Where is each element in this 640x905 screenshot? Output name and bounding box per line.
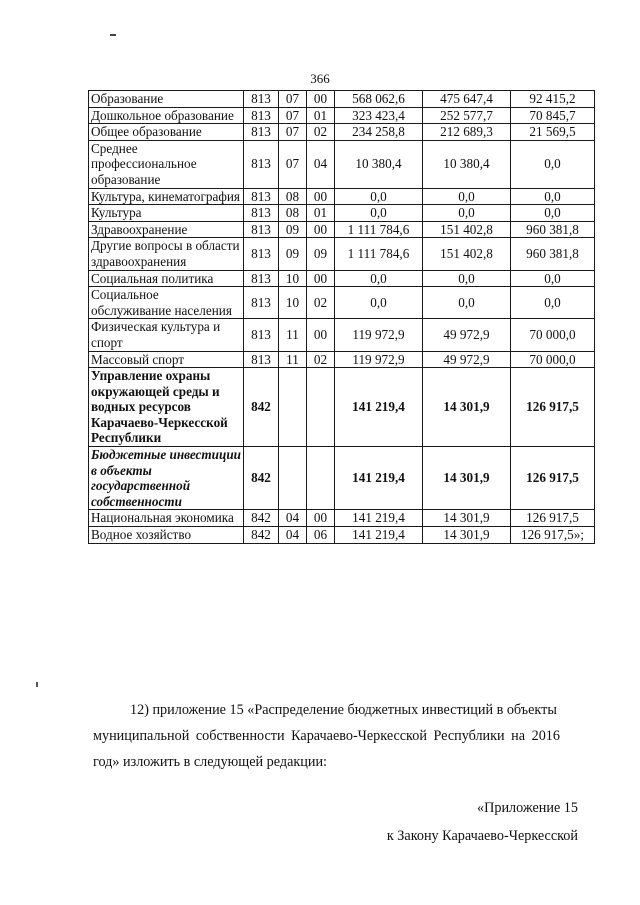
table-row [89,238,595,270]
row-amount-3-cell: 126 917,5»; [511,527,595,544]
row-amount-total-cell: 0,0 [335,188,423,205]
table-row [89,205,595,222]
row-amount-3-cell: 70 845,7 [511,107,595,124]
row-amount-2-cell: 49 972,9 [423,319,511,351]
row-amount-2-cell: 252 577,7 [423,107,511,124]
row-code-cell: 813 [244,124,279,141]
row-section-cell: 11 [279,351,307,368]
scan-dot [36,682,38,687]
row-code-cell: 813 [244,351,279,368]
row-amount-total-cell: 141 219,4 [335,510,423,527]
row-code-cell: 842 [244,447,279,510]
row-name-cell: Бюджетные инвестиции в объекты государственной собственности [89,447,244,510]
table-row [89,287,595,319]
row-name-cell: Другие вопросы в области здравоохранения [89,238,244,270]
row-subsection-cell: 01 [307,205,335,222]
row-section-cell: 04 [279,527,307,544]
table-body [89,91,595,544]
row-subsection-cell: 02 [307,287,335,319]
row-amount-total-cell: 234 258,8 [335,124,423,141]
row-section-cell: 07 [279,140,307,188]
table-row [89,91,595,108]
table-row [89,319,595,351]
row-amount-2-cell: 49 972,9 [423,351,511,368]
row-code-cell: 813 [244,270,279,287]
row-section-cell: 11 [279,319,307,351]
row-amount-3-cell: 0,0 [511,287,595,319]
row-amount-3-cell: 21 569,5 [511,124,595,141]
row-amount-total-cell: 119 972,9 [335,319,423,351]
row-amount-total-cell: 0,0 [335,270,423,287]
row-amount-2-cell: 0,0 [423,205,511,222]
row-subsection-cell: 09 [307,238,335,270]
row-subsection-cell: 00 [307,270,335,287]
row-name-cell: Образование [89,91,244,108]
table-row [89,270,595,287]
row-amount-3-cell: 92 415,2 [511,91,595,108]
row-subsection-cell: 00 [307,221,335,238]
row-code-cell: 813 [244,287,279,319]
row-section-cell: 07 [279,124,307,141]
row-amount-2-cell: 0,0 [423,270,511,287]
row-subsection-cell: 04 [307,140,335,188]
row-name-cell: Среднее профессиональное образование [89,140,244,188]
row-amount-2-cell: 0,0 [423,188,511,205]
row-amount-total-cell: 1 111 784,6 [335,238,423,270]
row-section-cell: 04 [279,510,307,527]
row-code-cell: 813 [244,238,279,270]
row-amount-total-cell: 141 219,4 [335,447,423,510]
row-amount-total-cell: 141 219,4 [335,368,423,447]
row-amount-2-cell: 10 380,4 [423,140,511,188]
row-section-cell: 09 [279,221,307,238]
row-amount-2-cell: 212 689,3 [423,124,511,141]
row-subsection-cell: 02 [307,124,335,141]
row-amount-total-cell: 0,0 [335,205,423,222]
row-amount-total-cell: 141 219,4 [335,527,423,544]
paragraph-line-2: муниципальной собственности Карачаево-Черкесской Республики на 2016 [93,728,560,744]
paragraph-line-3: год» изложить в следующей редакции: [93,754,327,770]
row-amount-3-cell: 0,0 [511,140,595,188]
row-code-cell: 842 [244,527,279,544]
table-row [89,510,595,527]
row-amount-total-cell: 323 423,4 [335,107,423,124]
table-row [89,527,595,544]
row-code-cell: 813 [244,140,279,188]
appendix-law-reference: к Закону Карачаево-Черкесской [386,828,578,844]
row-amount-3-cell: 126 917,5 [511,447,595,510]
row-amount-2-cell: 475 647,4 [423,91,511,108]
row-name-cell: Физическая культура и спорт [89,319,244,351]
table-row [89,351,595,368]
row-section-cell: 08 [279,188,307,205]
row-amount-2-cell: 151 402,8 [423,238,511,270]
row-name-cell: Массовый спорт [89,351,244,368]
budget-table [88,90,595,544]
row-subsection-cell: 01 [307,107,335,124]
row-name-cell: Национальная экономика [89,510,244,527]
row-amount-total-cell: 10 380,4 [335,140,423,188]
table-row [89,107,595,124]
row-amount-3-cell: 70 000,0 [511,351,595,368]
row-amount-3-cell: 70 000,0 [511,319,595,351]
row-subsection-cell: 06 [307,527,335,544]
row-section-cell: 08 [279,205,307,222]
page-number: 366 [310,71,330,86]
row-subsection-cell: 00 [307,510,335,527]
row-section-cell [279,368,307,447]
table-row [89,140,595,188]
row-code-cell: 813 [244,221,279,238]
row-code-cell: 842 [244,368,279,447]
table-row [89,447,595,510]
table-row [89,368,595,447]
scan-mark [110,34,116,36]
row-amount-total-cell: 1 111 784,6 [335,221,423,238]
row-amount-3-cell: 0,0 [511,205,595,222]
row-amount-2-cell: 0,0 [423,287,511,319]
row-amount-2-cell: 151 402,8 [423,221,511,238]
row-subsection-cell: 00 [307,188,335,205]
row-amount-2-cell: 14 301,9 [423,368,511,447]
row-subsection-cell [307,368,335,447]
table-row [89,221,595,238]
row-name-cell: Социальное обслуживание населения [89,287,244,319]
row-amount-total-cell: 568 062,6 [335,91,423,108]
table-row [89,124,595,141]
row-subsection-cell: 02 [307,351,335,368]
appendix-title: «Приложение 15 [477,800,578,816]
row-amount-total-cell: 0,0 [335,287,423,319]
row-name-cell: Общее образование [89,124,244,141]
table-row [89,188,595,205]
row-section-cell [279,447,307,510]
row-amount-2-cell: 14 301,9 [423,447,511,510]
row-amount-total-cell: 119 972,9 [335,351,423,368]
row-subsection-cell [307,447,335,510]
row-name-cell: Управление охраны окружающей среды и водных ресурсов Карачаево-Черкесской Республики [89,368,244,447]
row-code-cell: 813 [244,107,279,124]
row-section-cell: 09 [279,238,307,270]
row-subsection-cell: 00 [307,319,335,351]
row-code-cell: 813 [244,319,279,351]
row-code-cell: 813 [244,205,279,222]
row-code-cell: 842 [244,510,279,527]
row-amount-3-cell: 0,0 [511,188,595,205]
row-name-cell: Культура, кинематография [89,188,244,205]
row-section-cell: 10 [279,270,307,287]
row-name-cell: Дошкольное образование [89,107,244,124]
row-section-cell: 10 [279,287,307,319]
paragraph-line-1: 12) приложение 15 «Распределение бюджетных инвестиций в объекты [130,702,557,718]
row-amount-2-cell: 14 301,9 [423,527,511,544]
row-name-cell: Водное хозяйство [89,527,244,544]
row-code-cell: 813 [244,188,279,205]
row-code-cell: 813 [244,91,279,108]
row-amount-3-cell: 960 381,8 [511,221,595,238]
row-subsection-cell: 00 [307,91,335,108]
row-amount-2-cell: 14 301,9 [423,510,511,527]
row-amount-3-cell: 960 381,8 [511,238,595,270]
row-section-cell: 07 [279,91,307,108]
row-name-cell: Социальная политика [89,270,244,287]
row-name-cell: Здравоохранение [89,221,244,238]
row-name-cell: Культура [89,205,244,222]
row-section-cell: 07 [279,107,307,124]
row-amount-3-cell: 126 917,5 [511,510,595,527]
row-amount-3-cell: 126 917,5 [511,368,595,447]
row-amount-3-cell: 0,0 [511,270,595,287]
